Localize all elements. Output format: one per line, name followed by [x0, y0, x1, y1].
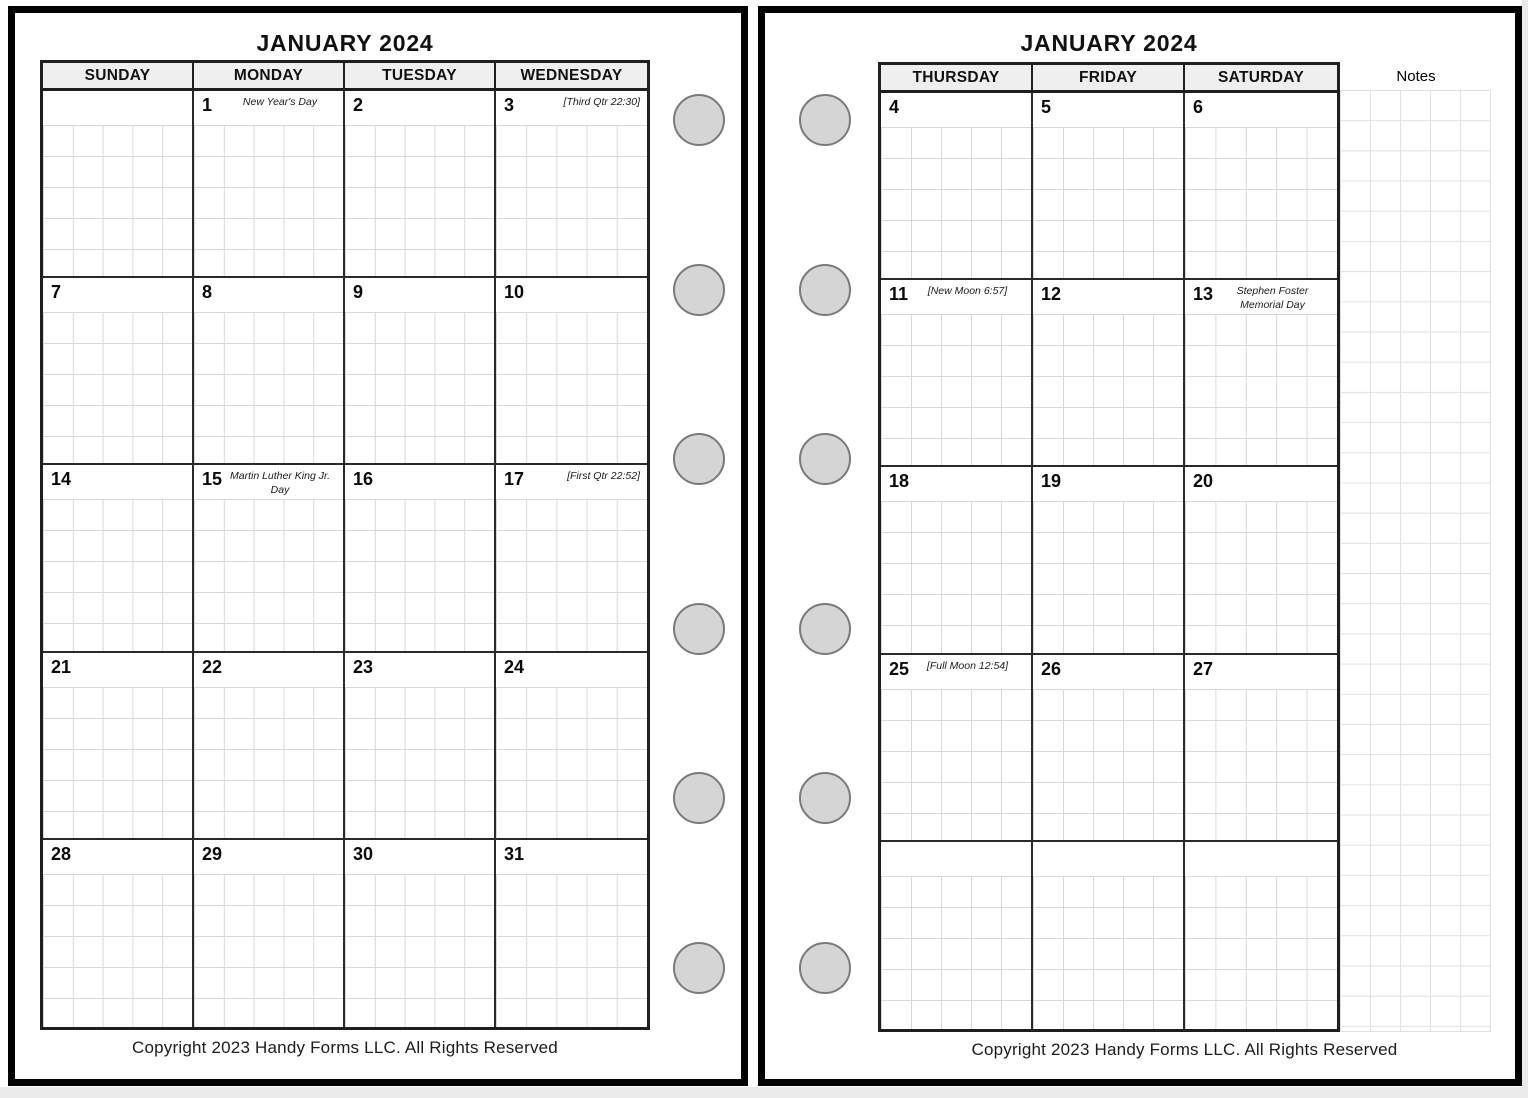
- day-cell-7: [43, 278, 194, 465]
- day-cell-8: [194, 278, 345, 465]
- day-cell-2: [345, 91, 496, 278]
- day-cell-grid: [43, 125, 192, 276]
- holiday-label: Martin Luther King Jr. Day: [230, 470, 330, 497]
- holiday-label: [First Qtr 22:52]: [567, 470, 640, 483]
- day-cell-grid: [345, 125, 494, 276]
- day-number: 18: [889, 471, 910, 492]
- binder-hole-icon: [799, 433, 851, 485]
- binder-hole-icon: [673, 94, 725, 146]
- day-cell-22: [194, 653, 345, 840]
- day-cell-grid: [881, 127, 1031, 278]
- day-cell-grid: [881, 314, 1031, 465]
- day-number: 22: [202, 656, 223, 677]
- right-page: [758, 6, 1522, 1086]
- weekday-header-friday: FRIDAY: [1033, 65, 1185, 93]
- day-number: 1: [202, 95, 213, 115]
- day-number: 8: [202, 282, 213, 303]
- day-cell-grid: [1033, 689, 1183, 840]
- day-cell-grid: [1033, 314, 1183, 465]
- day-cell-13: [1185, 280, 1337, 467]
- day-cell-grid: [881, 501, 1031, 652]
- day-cell-grid: [43, 687, 192, 838]
- day-cell-26: [1033, 655, 1185, 842]
- day-cell-15: [194, 465, 345, 652]
- day-number: 27: [1193, 658, 1214, 679]
- day-cell-grid: [496, 874, 647, 1027]
- day-number: 26: [1041, 658, 1062, 679]
- day-cell-27: [1185, 655, 1337, 842]
- day-number: 28: [51, 843, 72, 864]
- day-cell-blank: [881, 842, 1033, 1029]
- day-cell-grid: [345, 499, 494, 650]
- day-cell-5: [1033, 93, 1185, 280]
- binder-hole-icon: [673, 433, 725, 485]
- notes-grid-area: [1340, 90, 1491, 1032]
- day-cell-19: [1033, 467, 1185, 654]
- day-cell-grid: [496, 125, 647, 276]
- day-number: 3: [504, 95, 515, 115]
- day-number: 4: [889, 97, 900, 117]
- day-number: 12: [1041, 284, 1062, 305]
- day-number: 14: [51, 469, 72, 490]
- day-cell-grid: [496, 687, 647, 838]
- notes-label: Notes: [1396, 68, 1436, 85]
- weekday-header-monday: MONDAY: [194, 63, 345, 91]
- day-cell-grid: [345, 874, 494, 1027]
- day-cell-grid: [194, 874, 343, 1027]
- day-cell-grid: [43, 312, 192, 463]
- day-cell-grid: [1185, 314, 1337, 465]
- binder-hole-icon: [799, 603, 851, 655]
- holiday-label: [Third Qtr 22:30]: [563, 96, 640, 108]
- binder-hole-icon: [799, 772, 851, 824]
- binder-hole-icon: [673, 603, 725, 655]
- day-cell-9: [345, 278, 496, 465]
- day-cell-blank: [1185, 842, 1337, 1029]
- day-cell-grid: [1185, 501, 1337, 652]
- day-cell-24: [496, 653, 647, 840]
- holiday-label: Stephen Foster Memorial Day: [1236, 285, 1309, 311]
- weekday-header-wednesday: WEDNESDAY: [496, 63, 647, 91]
- day-cell-28: [43, 840, 194, 1027]
- day-number: 30: [353, 843, 374, 864]
- day-cell-grid: [881, 876, 1031, 1029]
- day-cell-grid: [43, 874, 192, 1027]
- weekday-header-saturday: SATURDAY: [1185, 65, 1337, 93]
- holiday-label: New Year's Day: [242, 96, 318, 108]
- day-number: 13: [1193, 284, 1214, 305]
- day-cell-grid: [194, 125, 343, 276]
- day-cell-grid: [43, 499, 192, 650]
- binder-hole-icon: [799, 94, 851, 146]
- day-number: 25: [889, 658, 910, 679]
- day-cell-18: [881, 467, 1033, 654]
- day-number: 5: [1041, 97, 1052, 117]
- right-calendar-table: [878, 62, 1340, 1032]
- day-number: 6: [1193, 97, 1204, 117]
- day-cell-1: [194, 91, 345, 278]
- day-cell-23: [345, 653, 496, 840]
- day-cell-30: [345, 840, 496, 1027]
- binder-hole-icon: [673, 942, 725, 994]
- day-number: 29: [202, 843, 223, 864]
- day-number: 17: [504, 469, 525, 490]
- day-cell-blank: [1033, 842, 1185, 1029]
- day-cell-grid: [194, 687, 343, 838]
- day-cell-16: [345, 465, 496, 652]
- day-number: 10: [504, 282, 525, 303]
- day-cell-grid: [496, 499, 647, 650]
- day-number: 19: [1041, 471, 1062, 492]
- left-page: [8, 6, 748, 1086]
- day-cell-25: [881, 655, 1033, 842]
- binder-hole-icon: [799, 942, 851, 994]
- holiday-label: [New Moon 6:57]: [927, 285, 1008, 298]
- day-cell-grid: [194, 312, 343, 463]
- day-cell-grid: [345, 312, 494, 463]
- right-page-title: JANUARY 2024: [1020, 30, 1198, 56]
- day-number: 11: [889, 284, 909, 305]
- day-cell-grid: [1185, 689, 1337, 840]
- day-cell-grid: [496, 312, 647, 463]
- day-number: 2: [353, 95, 364, 115]
- day-cell-6: [1185, 93, 1337, 280]
- day-cell-29: [194, 840, 345, 1027]
- day-cell-4: [881, 93, 1033, 280]
- right-copyright: Copyright 2023 Handy Forms LLC. All Rights Reserved: [971, 1040, 1398, 1059]
- day-cell-12: [1033, 280, 1185, 467]
- day-cell-grid: [345, 687, 494, 838]
- day-cell-grid: [1185, 876, 1337, 1029]
- day-cell-grid: [1033, 501, 1183, 652]
- day-cell-20: [1185, 467, 1337, 654]
- day-number: 31: [504, 843, 525, 864]
- day-number: 7: [51, 282, 62, 303]
- day-cell-21: [43, 653, 194, 840]
- day-cell-10: [496, 278, 647, 465]
- day-cell-14: [43, 465, 194, 652]
- binder-hole-icon: [673, 264, 725, 316]
- left-page-title: JANUARY 2024: [256, 30, 434, 56]
- day-cell-grid: [881, 689, 1031, 840]
- day-number: 9: [353, 282, 364, 303]
- day-cell-3: [496, 91, 647, 278]
- day-cell-17: [496, 465, 647, 652]
- binder-hole-icon: [799, 264, 851, 316]
- day-cell-grid: [1185, 127, 1337, 278]
- day-cell-grid: [1033, 876, 1183, 1029]
- day-number: 21: [51, 656, 72, 677]
- day-cell-31: [496, 840, 647, 1027]
- weekday-header-sunday: SUNDAY: [43, 63, 194, 91]
- day-number: 15: [202, 469, 223, 490]
- day-cell-grid: [1033, 127, 1183, 278]
- left-calendar-table: [40, 60, 650, 1030]
- binder-hole-icon: [673, 772, 725, 824]
- weekday-header-thursday: THURSDAY: [881, 65, 1033, 93]
- day-cell-blank: [43, 91, 194, 278]
- page-edge-shadow-bottom: [0, 1087, 1528, 1098]
- holiday-label: [Full Moon 12:54]: [926, 659, 1009, 672]
- day-number: 20: [1193, 471, 1214, 492]
- weekday-header-tuesday: TUESDAY: [345, 63, 496, 91]
- day-cell-grid: [194, 499, 343, 650]
- left-copyright: Copyright 2023 Handy Forms LLC. All Rights Reserved: [132, 1038, 558, 1057]
- day-cell-11: [881, 280, 1033, 467]
- day-number: 23: [353, 656, 374, 677]
- day-number: 16: [353, 469, 374, 490]
- page-edge-shadow-right: [1522, 0, 1528, 1098]
- day-number: 24: [504, 656, 525, 677]
